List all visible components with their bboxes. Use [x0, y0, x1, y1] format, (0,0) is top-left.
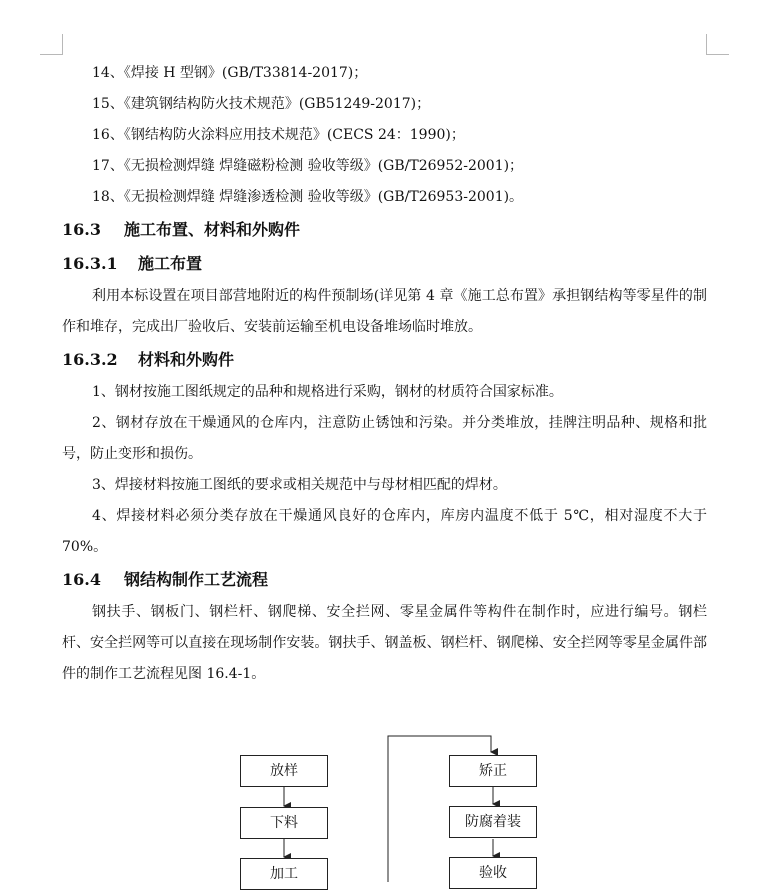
document-page	[62, 58, 707, 690]
flow-step-fangfu: 防腐着装	[449, 806, 537, 838]
section-title: 施工布置、材料和外购件	[124, 220, 301, 239]
flow-step-jiaozheng: 矫正	[449, 755, 537, 787]
section-title: 施工布置	[138, 254, 203, 273]
section-title: 钢结构制作工艺流程	[124, 570, 269, 589]
page-corner-mark-right	[706, 34, 729, 55]
section-heading-16-4	[62, 563, 707, 597]
reference-item: 14、《焊接 H 型钢》(GB/T33814-2017)；	[92, 65, 368, 81]
reference-item: 18、《无损检测焊缝 焊缝渗透检测 验收等级》(GB/T26953-2001)。	[92, 189, 524, 205]
paragraph-site-layout: 利用本标设置在项目部营地附近的构件预制场(详见第 4 章《施工总布置》承担钢结构等零星件的制作和堆存，完成出厂验收后、安装前运输至机电设备堆场临时堆放。	[62, 288, 707, 335]
material-item: 1、钢材按施工图纸规定的品种和规格进行采购，钢材的材质符合国家标准。	[92, 384, 563, 400]
flow-step-fangyang: 放样	[240, 755, 328, 787]
material-item: 3、焊接材料按施工图纸的要求或相关规范中与母材相匹配的焊材。	[92, 477, 507, 493]
section-number: 16.3.1	[62, 254, 118, 273]
reference-item: 16、《钢结构防火涂料应用技术规范》(CECS 24：1990)；	[92, 127, 465, 143]
section-heading-16-3	[62, 213, 707, 247]
section-heading-16-3-1	[62, 247, 707, 281]
paragraph-process-flow: 钢扶手、钢板门、钢栏杆、钢爬梯、安全拦网、零星金属件等构件在制作时，应进行编号。钢栏杆、安全拦网等可以直接在现场制作安装。钢扶手、钢盖板、钢栏杆、钢爬梯、安全拦网等零星金属件部件的制作工艺流程见图 16.4-1。	[62, 604, 707, 682]
flow-step-jiagong: 加工	[240, 858, 328, 890]
section-number: 16.4	[62, 570, 101, 589]
material-item: 2、钢材存放在干燥通风的仓库内，注意防止锈蚀和污染。并分类堆放，挂牌注明品种、规格和批号，防止变形和损伤。	[62, 415, 707, 462]
section-heading-16-3-2	[62, 343, 707, 377]
reference-item: 17、《无损检测焊缝 焊缝磁粉检测 验收等级》(GB/T26952-2001)；	[92, 158, 524, 174]
page-corner-mark-left	[40, 34, 63, 55]
section-title: 材料和外购件	[138, 350, 235, 369]
flow-step-xialiao: 下料	[240, 807, 328, 839]
material-item: 4、焊接材料必须分类存放在干燥通风良好的仓库内，库房内温度不低于 5℃，相对湿度不大于 70%。	[62, 508, 707, 555]
flow-step-yanshou: 验收	[449, 857, 537, 889]
section-number: 16.3	[62, 220, 101, 239]
reference-item: 15、《建筑钢结构防火技术规范》(GB51249-2017)；	[92, 96, 431, 112]
section-number: 16.3.2	[62, 350, 118, 369]
